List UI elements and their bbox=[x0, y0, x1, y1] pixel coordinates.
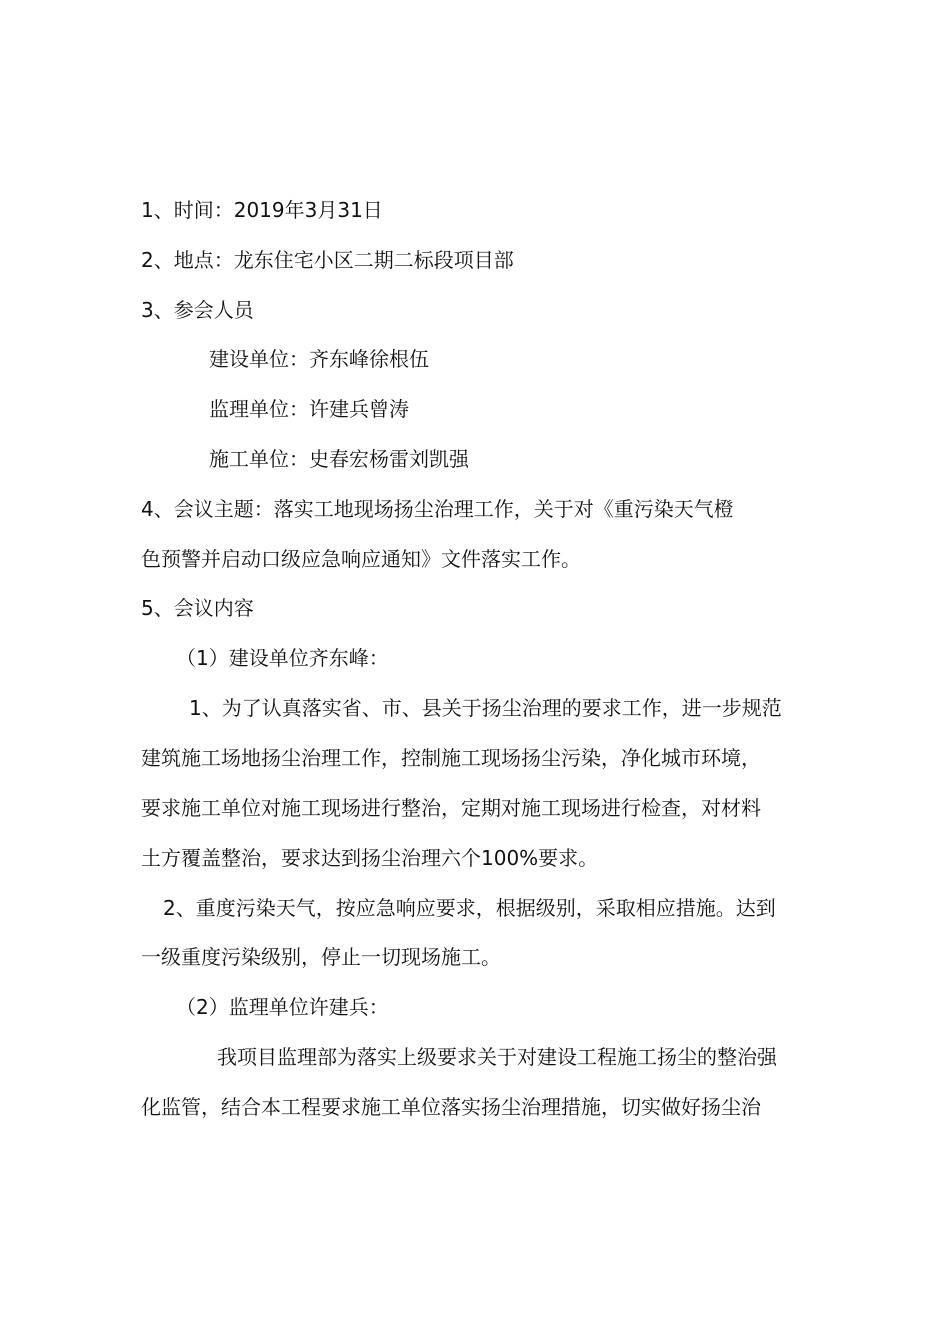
section-2-heading: （2）监理单位许建兵： bbox=[176, 995, 389, 1019]
body-text-line: 1、为了认真落实省、市、县关于扬尘治理的要求工作，进一步规范 bbox=[189, 696, 782, 720]
content-heading: 5、会议内容 bbox=[141, 596, 254, 620]
body-text-line: 化监管，结合本工程要求施工单位落实扬尘治理措施，切实做好扬尘治 bbox=[141, 1095, 761, 1119]
attendees-heading: 3、参会人员 bbox=[141, 298, 254, 322]
attendees-contractor: 施工单位：史春宏杨雷刘凯强 bbox=[209, 447, 469, 471]
body-text-line: 要求施工单位对施工现场进行整治，定期对施工现场进行检查，对材料 bbox=[141, 796, 761, 820]
meeting-topic-cont: 色预警并启动口级应急响应通知》文件落实工作。 bbox=[141, 547, 581, 571]
body-text-line: 建筑施工场地扬尘治理工作，控制施工现场扬尘污染，净化城市环境， bbox=[141, 746, 761, 770]
body-text-line: 一级重度污染级别，停止一切现场施工。 bbox=[141, 945, 501, 969]
meeting-topic: 4、会议主题：落实工地现场扬尘治理工作，关于对《重污染天气橙 bbox=[141, 497, 734, 521]
body-text-line: 我项目监理部为落实上级要求关于对建设工程施工扬尘的整治强 bbox=[217, 1045, 777, 1069]
body-text-line: 2、重度污染天气，按应急响应要求，根据级别，采取相应措施。达到 bbox=[163, 896, 776, 920]
attendees-construction: 建设单位：齐东峰徐根伍 bbox=[209, 347, 429, 371]
body-text-line: 土方覆盖整治，要求达到扬尘治理六个100%要求。 bbox=[141, 846, 599, 870]
meeting-location: 2、地点：龙东住宅小区二期二标段项目部 bbox=[141, 248, 514, 272]
section-1-heading: （1）建设单位齐东峰： bbox=[176, 646, 389, 670]
meeting-time: 1、时间：2019年3月31日 bbox=[141, 198, 383, 222]
attendees-supervision: 监理单位：许建兵曾涛 bbox=[209, 397, 409, 421]
